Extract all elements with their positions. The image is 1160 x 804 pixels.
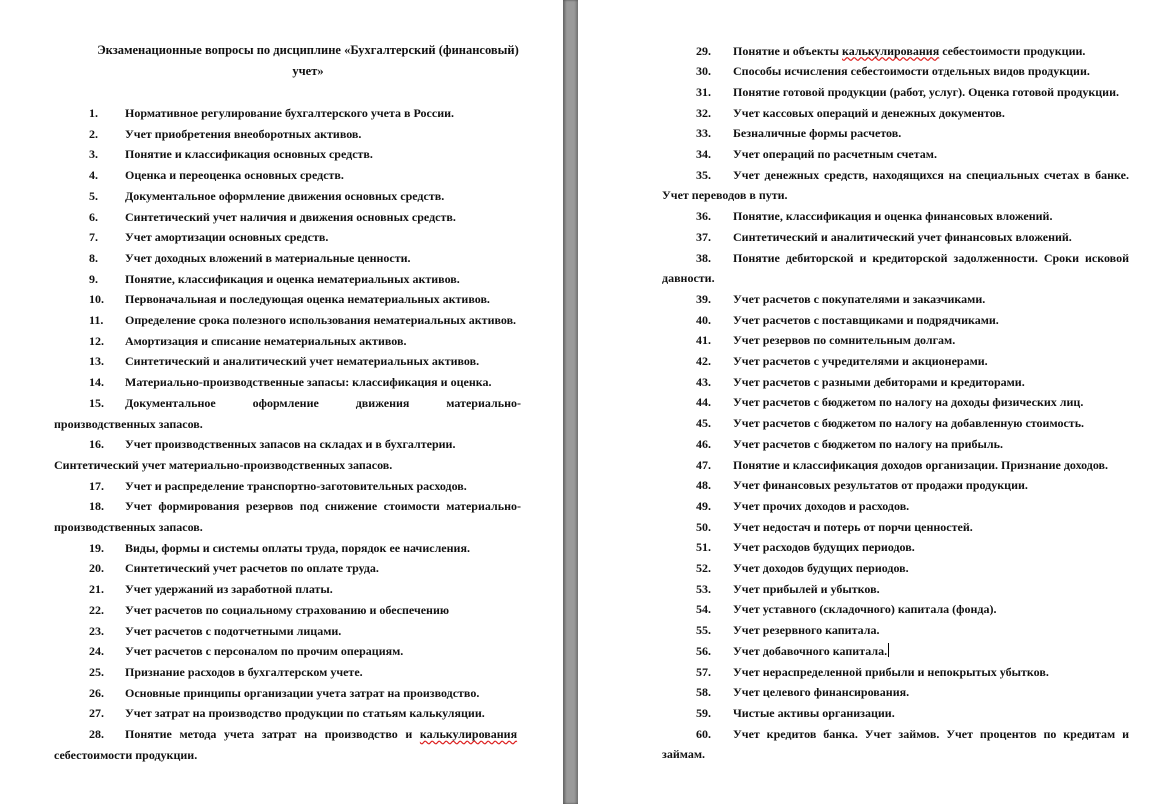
question-text-part: Учет затрат на производство продукции по статьям калькуляции. (125, 706, 485, 721)
list-item (696, 620, 1129, 641)
question-text-continuation: себестоимости продукции. (54, 747, 198, 762)
question-number: 55. (696, 623, 711, 638)
question-text-continuation: производственных запасов. (54, 520, 203, 534)
question-number: 3. (89, 147, 98, 162)
question-text (125, 144, 373, 165)
spellcheck-flagged-word: калькулирования (842, 43, 940, 58)
question-text (125, 662, 363, 683)
question-number: 13. (89, 354, 104, 369)
question-text (125, 683, 479, 704)
question-text (125, 496, 521, 517)
question-number: 20. (89, 561, 104, 576)
list-item (696, 579, 1129, 600)
list-item (89, 144, 521, 165)
question-text-continuation: Синтетический учет материально-производственных запасов. (54, 457, 393, 472)
list-item (89, 724, 521, 745)
question-text (733, 537, 915, 558)
question-text-part: Признание расходов в бухгалтерском учете. (125, 664, 363, 679)
list-item (89, 124, 521, 145)
list-item (89, 227, 521, 248)
question-text-part: Чистые активы организации. (733, 705, 895, 720)
question-text-part: Учет расчетов с бюджетом по налогу на добавленную стоимость. (733, 416, 1085, 431)
question-text-part: Понятие дебиторской и кредиторской задолженности. Сроки исковой (733, 250, 1129, 265)
list-item (696, 227, 1129, 248)
list-item (89, 641, 521, 662)
list-item (89, 186, 521, 207)
question-text-part: Понятие и классификация доходов организации. Признание доходов. (733, 457, 1109, 472)
list-item (89, 248, 521, 269)
question-text-part: Учет расчетов с покупателями и заказчиками. (733, 291, 986, 306)
question-text-part: Учет прибылей и убытков. (733, 581, 880, 596)
left-question-list (0, 0, 563, 804)
page-divider (563, 0, 578, 804)
list-item (89, 703, 521, 724)
question-number: 47. (696, 457, 711, 472)
question-number: 32. (696, 105, 711, 120)
question-number: 54. (696, 602, 711, 617)
question-text-part: Учет добавочного капитала. (733, 643, 888, 658)
question-number: 8. (89, 250, 98, 265)
question-text-part: Основные принципы организации учета затрат на производство. (125, 685, 480, 700)
question-text-part: Виды, формы и системы оплаты труда, порядок ее начисления. (125, 540, 470, 555)
question-number: 16. (89, 437, 104, 452)
question-number: 53. (696, 581, 711, 596)
list-item (696, 206, 1129, 227)
question-text-part: Синтетический и аналитический учет нематериальных активов. (125, 354, 480, 369)
question-text-part: Учет расчетов с персоналом по прочим операциям. (125, 644, 404, 659)
question-number: 29. (696, 43, 711, 58)
question-text (733, 682, 909, 703)
list-item (696, 144, 1129, 165)
question-text-part: Учет расчетов с бюджетом по налогу на доходы физических лиц. (733, 395, 1084, 410)
question-text (125, 331, 406, 352)
question-word: Документальное (125, 395, 216, 410)
question-number: 26. (89, 685, 104, 700)
question-text (733, 227, 1072, 248)
question-text-part: Оценка и переоценка основных средств. (125, 168, 344, 183)
question-number: 35. (696, 167, 711, 182)
question-text-part: Учет формирования резервов под снижение стоимости материально- (125, 499, 521, 514)
list-item (89, 496, 521, 517)
question-text (733, 413, 1084, 434)
spellcheck-flagged-word: калькулирования (419, 727, 518, 741)
question-number: 34. (696, 147, 711, 161)
list-item (696, 330, 1129, 351)
question-text-part: Понятие, классификация и оценка финансовых вложений. (733, 209, 1053, 224)
question-text-part: Понятие, классификация и оценка нематериальных активов. (125, 271, 460, 286)
question-number: 18. (89, 499, 104, 514)
question-text (125, 207, 456, 228)
question-number: 44. (696, 395, 711, 410)
question-text-part: Учет расчетов с поставщиками и подрядчиками. (733, 312, 999, 327)
question-text-part: Учет финансовых результатов от продажи продукции. (733, 478, 1028, 493)
question-text-part: Учет расходов будущих периодов. (733, 540, 915, 555)
right-document-page (578, 0, 1160, 804)
question-text (733, 82, 1119, 103)
question-text (733, 289, 985, 310)
question-text (733, 662, 1049, 683)
list-item (696, 703, 1129, 724)
question-text-part: Учет резервов по сомнительным долгам. (733, 333, 956, 348)
question-text (125, 269, 460, 290)
question-text (733, 103, 1005, 124)
question-text (125, 538, 470, 559)
question-text-part: Учет приобретения внеоборотных активов. (125, 126, 362, 141)
list-item (696, 641, 1129, 662)
list-item (696, 724, 1129, 745)
list-item (89, 579, 521, 600)
question-word: оформление (252, 395, 319, 410)
question-text (125, 165, 344, 186)
list-item (696, 599, 1129, 620)
question-text (125, 372, 491, 393)
document-title-line-1: Экзаменационные вопросы по дисциплине «Бухгалтерский (финансовый) (97, 43, 519, 57)
list-item (696, 662, 1129, 683)
question-text-part: Учет доходов будущих периодов. (733, 561, 909, 575)
list-item (696, 82, 1129, 103)
question-text (733, 641, 889, 662)
list-item (89, 393, 521, 414)
question-text-part: Безналичные формы расчетов. (733, 126, 902, 141)
question-text-continuation: займам. (662, 747, 706, 762)
question-text-part: Определение срока полезного использования нематериальных активов. (125, 313, 517, 327)
question-text-part: Учет кредитов банка. Учет займов. Учет процентов по кредитам и (733, 726, 1129, 741)
question-text (125, 248, 411, 269)
question-text (125, 579, 333, 600)
question-number: 7. (89, 230, 98, 245)
question-text (125, 310, 516, 331)
question-number: 41. (696, 333, 711, 348)
question-number: 17. (89, 478, 104, 493)
list-item (696, 310, 1129, 331)
list-item (696, 123, 1129, 144)
question-text-part: Амортизация и списание нематериальных активов. (125, 333, 407, 348)
question-text (733, 475, 1028, 496)
list-item (696, 434, 1129, 455)
question-number: 22. (89, 602, 104, 617)
list-item (696, 165, 1129, 186)
list-item (89, 351, 521, 372)
question-text (733, 165, 1129, 186)
question-text (733, 579, 880, 600)
question-number: 56. (696, 643, 711, 658)
question-text (125, 351, 479, 372)
question-text-part: Понятие метода учета затрат на производство и (125, 727, 420, 741)
question-text (125, 558, 379, 579)
question-number: 31. (696, 84, 711, 99)
question-text-part: Учет производственных запасов на складах и в бухгалтерии. (125, 437, 456, 452)
question-number: 37. (696, 229, 711, 244)
list-item (696, 103, 1129, 124)
question-text (125, 289, 490, 310)
question-text-part: Учет операций по расчетным счетам. (733, 147, 937, 161)
question-text-part: Синтетический учет расчетов по оплате труда. (125, 561, 379, 576)
question-number: 9. (89, 271, 98, 286)
list-item (696, 496, 1129, 517)
question-text (733, 392, 1083, 413)
list-item (696, 413, 1129, 434)
question-text (733, 310, 999, 331)
question-number: 19. (89, 540, 104, 555)
question-text (125, 641, 403, 662)
list-item (89, 331, 521, 352)
question-text (733, 724, 1129, 745)
question-text (733, 330, 955, 351)
question-text (125, 103, 454, 124)
question-text-continuation: Учет переводов в пути. (662, 188, 788, 203)
question-text-part: Понятие готовой продукции (работ, услуг). Оценка готовой продукции. (733, 84, 1119, 99)
list-item (89, 662, 521, 683)
question-text-part: Понятие и объекты (733, 43, 842, 58)
list-item (696, 558, 1129, 579)
question-text (125, 621, 341, 642)
list-item (89, 372, 521, 393)
question-text (125, 227, 328, 248)
list-item (696, 289, 1129, 310)
question-number: 52. (696, 561, 711, 575)
list-item (89, 683, 521, 704)
question-text (733, 558, 909, 579)
question-text (733, 620, 879, 641)
question-text-part: Синтетический и аналитический учет финансовых вложений. (733, 229, 1072, 244)
list-item (696, 475, 1129, 496)
question-text-part: Способы исчисления себестоимости отдельных видов продукции. (733, 64, 1090, 79)
question-text (125, 600, 449, 621)
list-item (89, 558, 521, 579)
left-document-page (0, 0, 563, 804)
list-item (696, 682, 1129, 703)
question-number: 60. (696, 726, 711, 741)
list-item (696, 248, 1129, 269)
question-text-part: Синтетический учет наличия и движения основных средств. (125, 209, 456, 224)
question-text (733, 61, 1090, 82)
list-item (89, 621, 521, 642)
question-text (125, 393, 521, 414)
question-number: 42. (696, 354, 711, 368)
list-item (696, 351, 1129, 372)
question-number: 59. (696, 705, 711, 720)
question-text-part: Учет расчетов с учредителями и акционерами. (733, 354, 988, 368)
list-item (89, 207, 521, 228)
question-text-part: Нормативное регулирование бухгалтерского учета в России. (125, 106, 455, 120)
list-item (696, 372, 1129, 393)
question-text-continuation: давности. (662, 271, 715, 286)
document-title-line-2: учет» (292, 64, 324, 78)
question-text-part: Учет и распределение транспортно-заготовительных расходов. (125, 478, 467, 493)
question-number: 40. (696, 312, 711, 327)
question-number: 33. (696, 126, 711, 141)
question-text (733, 123, 901, 144)
list-item (89, 476, 521, 497)
question-text (733, 206, 1052, 227)
list-item (696, 392, 1129, 413)
question-text-part: Учет целевого финансирования. (733, 685, 910, 700)
question-text (733, 351, 988, 372)
list-item (696, 455, 1129, 476)
question-text-part: Учет расчетов с бюджетом по налогу на прибыль. (733, 436, 1003, 451)
list-item (89, 165, 521, 186)
question-text (733, 144, 937, 165)
question-number: 14. (89, 375, 104, 390)
question-text (125, 124, 361, 145)
question-number: 48. (696, 478, 711, 493)
question-text-part: Понятие и классификация основных средств. (125, 147, 373, 162)
question-text-part: Учет денежных средств, находящихся на специальных счетах в банке. (733, 167, 1129, 182)
question-number: 11. (89, 313, 104, 327)
question-text (733, 434, 1003, 455)
question-text-part: Учет прочих доходов и расходов. (733, 498, 910, 513)
question-number: 2. (89, 126, 98, 141)
list-item (696, 41, 1129, 62)
question-text (125, 186, 444, 207)
list-item (89, 269, 521, 290)
question-text (733, 248, 1129, 269)
text-cursor (888, 643, 889, 657)
question-number: 5. (89, 188, 98, 203)
list-item (89, 289, 521, 310)
question-text (733, 496, 909, 517)
question-number: 38. (696, 250, 711, 265)
list-item (89, 538, 521, 559)
question-text-part: Документальное оформление движения основных средств. (125, 188, 445, 203)
question-number: 23. (89, 623, 104, 638)
question-text-part: Учет недостач и потерь от порчи ценностей. (733, 519, 973, 534)
question-number: 43. (696, 374, 711, 389)
question-text-part: Учет доходных вложений в материальные ценности. (125, 250, 411, 265)
question-text (733, 455, 1108, 476)
question-text-part: Учет резервного капитала. (733, 623, 880, 638)
question-text-part: Учет кассовых операций и денежных документов. (733, 105, 1005, 120)
question-number: 4. (89, 168, 98, 183)
question-text-part: Учет нераспределенной прибыли и непокрытых убытков. (733, 664, 1049, 679)
question-text-part: Учет уставного (складочного) капитала (фонда). (733, 602, 997, 617)
question-text-part: себестоимости продукции. (939, 43, 1086, 58)
question-number: 15. (89, 395, 104, 410)
question-text (733, 372, 1025, 393)
question-number: 25. (89, 664, 104, 679)
question-text (733, 703, 895, 724)
question-text-part: Учет расчетов с разными дебиторами и кредиторами. (733, 374, 1025, 389)
question-number: 58. (696, 685, 711, 700)
question-number: 45. (696, 416, 711, 431)
list-item (89, 103, 521, 124)
question-text-part: Учет амортизации основных средств. (125, 230, 329, 245)
question-text (733, 41, 1085, 62)
question-number: 21. (89, 582, 104, 597)
question-number: 27. (89, 706, 104, 721)
list-item (89, 600, 521, 621)
question-text-part: Учет расчетов с подотчетными лицами. (125, 623, 342, 638)
question-number: 28. (89, 727, 104, 741)
list-item (696, 61, 1129, 82)
list-item (89, 434, 521, 455)
list-item (89, 310, 521, 331)
question-number: 51. (696, 540, 711, 555)
question-text (125, 703, 485, 724)
question-text-part: Материально-производственные запасы: классификация и оценка. (125, 375, 492, 390)
question-number: 36. (696, 209, 711, 224)
question-text (125, 434, 455, 455)
question-number: 10. (89, 292, 104, 307)
question-number: 1. (89, 106, 98, 120)
question-number: 30. (696, 64, 711, 79)
list-item (696, 517, 1129, 538)
question-number: 12. (89, 333, 104, 348)
question-text-part: Первоначальная и последующая оценка нематериальных активов. (125, 292, 490, 307)
question-number: 24. (89, 644, 104, 659)
question-text-part: Учет расчетов по социальному страхованию и обеспечению (125, 602, 450, 617)
right-question-list (578, 0, 1160, 804)
question-text (733, 599, 996, 620)
question-text-continuation: производственных запасов. (54, 416, 203, 431)
question-text (125, 476, 467, 497)
question-number: 46. (696, 436, 711, 451)
list-item (696, 537, 1129, 558)
question-number: 50. (696, 519, 711, 534)
question-word: движения (355, 395, 410, 410)
question-word: материально- (446, 395, 521, 410)
question-text (125, 724, 521, 745)
question-text-part: Учет удержаний из заработной платы. (125, 582, 333, 597)
question-number: 49. (696, 498, 711, 513)
question-text (733, 517, 973, 538)
question-number: 6. (89, 209, 98, 224)
question-number: 57. (696, 664, 711, 679)
question-number: 39. (696, 291, 711, 306)
